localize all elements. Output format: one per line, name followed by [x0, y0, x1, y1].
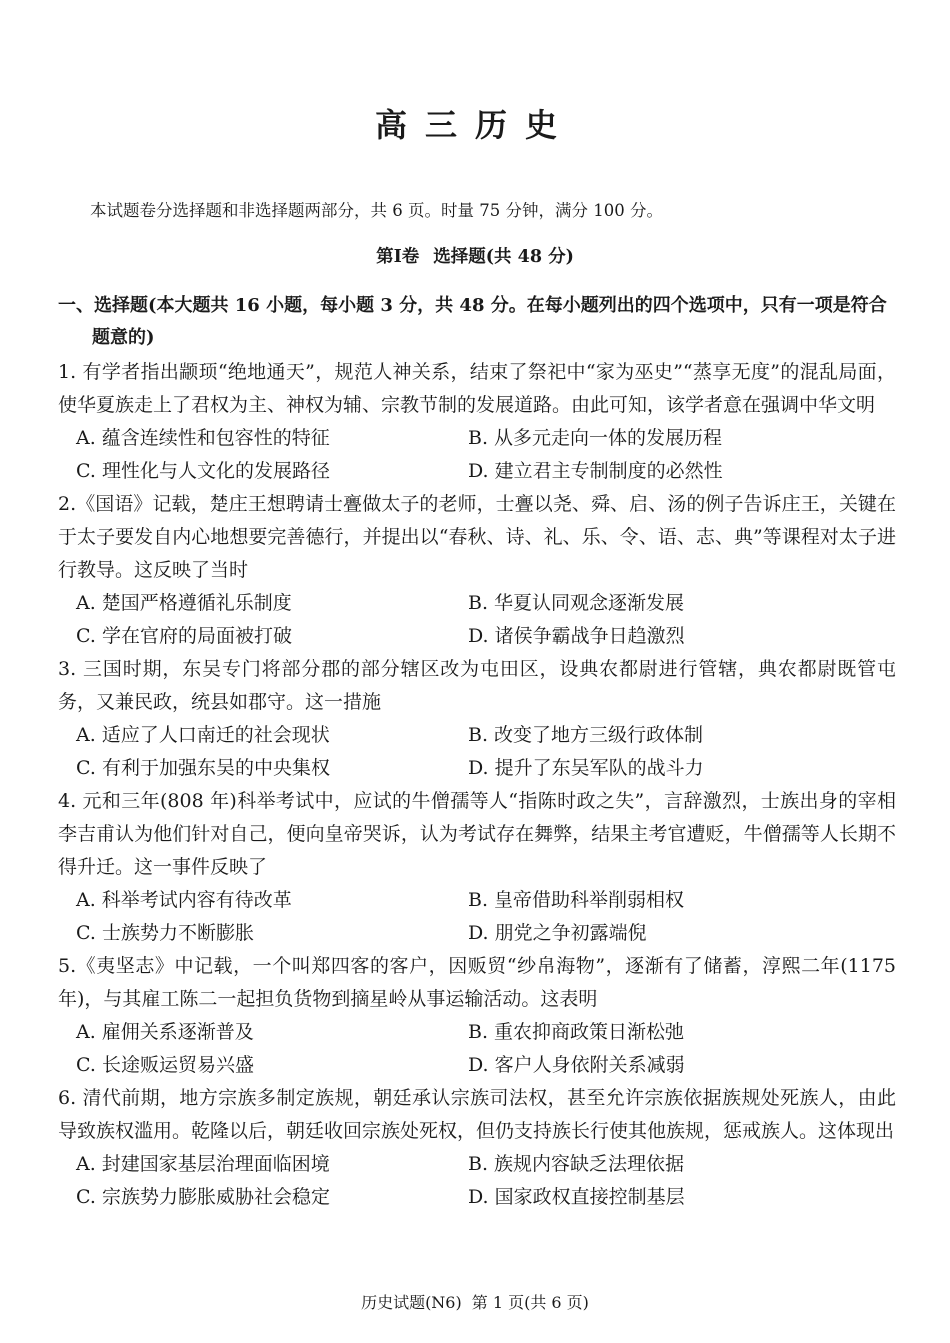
option-b: B. 改变了地方三级行政体制	[468, 724, 704, 746]
question-stem: 1. 有学者指出颛顼“绝地通天”，规范人神关系，结束了祭祀中“家为巫史”“蒸享无度”的混乱局面，使华夏族走上了君权为主、神权为辅、宗教节制的发展道路。由此可知，该学者意在强调中华文明	[58, 361, 896, 416]
option-c: C. 士族势力不断膨胀	[76, 922, 254, 944]
question-stem: 3. 三国时期，东吴专门将部分郡的部分辖区改为屯田区，设典农都尉进行管辖，典农都尉既管屯务，又兼民政，统县如郡守。这一措施	[58, 658, 896, 713]
option-list	[58, 719, 896, 785]
option-d: D. 诸侯争霸战争日趋激烈	[468, 625, 685, 647]
question-4	[58, 785, 896, 950]
option-b: B. 皇帝借助科举削弱相权	[468, 889, 685, 911]
option-a: A. 蕴含连续性和包容性的特征	[76, 427, 330, 449]
option-a: A. 楚国严格遵循礼乐制度	[76, 592, 292, 614]
option-d: D. 客户人身依附关系减弱	[468, 1054, 685, 1076]
page-footer	[0, 1290, 950, 1313]
question-stem: 5.《夷坚志》中记载，一个叫郑四客的客户，因贩贸“纱帛海物”，逐渐有了储蓄，淳熙二年(1175 年)，与其雇工陈二一起担负货物到摘星岭从事运输活动。这表明	[58, 955, 896, 1010]
question-stem: 6. 清代前期，地方宗族多制定族规，朝廷承认宗族司法权，甚至允许宗族依据族规处死族人，由此导致族权滥用。乾隆以后，朝廷收回宗族处死权，但仍支持族长行使其他族规，惩戒族人。这体现出	[58, 1087, 896, 1142]
option-a: A. 封建国家基层治理面临困境	[76, 1153, 330, 1175]
option-list	[58, 587, 896, 653]
option-d: D. 建立君主专制制度的必然性	[468, 460, 723, 482]
option-a: A. 雇佣关系逐渐普及	[76, 1021, 254, 1043]
exam-intro: 本试题卷分选择题和非选择题两部分，共 6 页。时量 75 分钟，满分 100 分。	[90, 201, 663, 220]
section-heading	[58, 290, 896, 354]
question-6	[58, 1082, 896, 1214]
section-heading-line2: 题意的)	[92, 327, 155, 348]
option-d: D. 国家政权直接控制基层	[468, 1186, 685, 1208]
question-stem: 2.《国语》记载，楚庄王想聘请士亹做太子的老师，士亹以尧、舜、启、汤的例子告诉庄王，关键在于太子要发自内心地想要完善德行，并提出以“春秋、诗、礼、乐、令、语、志、典”等课程对太子进行教导。这反映了当时	[58, 493, 896, 581]
option-c: C. 宗族势力膨胀威胁社会稳定	[76, 1186, 330, 1208]
option-b: B. 从多元走向一体的发展历程	[468, 427, 723, 449]
option-a: A. 适应了人口南迁的社会现状	[76, 724, 330, 746]
question-3	[58, 653, 896, 785]
option-c: C. 学在官府的局面被打破	[76, 625, 292, 647]
part-title: 选择题(共 48 分)	[433, 247, 574, 267]
footer-page-number: 第 1 页(共 6 页)	[471, 1293, 589, 1312]
option-a: A. 科举考试内容有待改革	[76, 889, 292, 911]
option-c: C. 有利于加强东吴的中央集权	[76, 757, 330, 779]
question-stem: 4. 元和三年(808 年)科举考试中，应试的牛僧孺等人“指陈时政之失”，言辞激烈，士族出身的宰相李吉甫认为他们针对自己，便向皇帝哭诉，认为考试存在舞弊，结果主考官遭贬，牛僧孺等人长期不得升迁。这一事件反映了	[58, 790, 896, 878]
option-c: C. 理性化与人文化的发展路径	[76, 460, 330, 482]
question-2	[58, 488, 896, 653]
option-b: B. 重农抑商政策日渐松弛	[468, 1021, 685, 1043]
option-b: B. 族规内容缺乏法理依据	[468, 1153, 685, 1175]
option-c: C. 长途贩运贸易兴盛	[76, 1054, 254, 1076]
option-d: D. 提升了东吴军队的战斗力	[468, 757, 704, 779]
option-b: B. 华夏认同观念逐渐发展	[468, 592, 685, 614]
question-1	[58, 356, 896, 488]
option-list	[58, 1016, 896, 1082]
option-list	[58, 1148, 896, 1214]
option-list	[58, 884, 896, 950]
question-list	[58, 356, 896, 1214]
option-list	[58, 422, 896, 488]
option-d: D. 朋党之争初露端倪	[468, 922, 647, 944]
part-name: 第Ⅰ卷	[376, 247, 420, 267]
page-title: 高三历史	[374, 106, 575, 144]
part-heading	[0, 243, 950, 268]
question-5	[58, 950, 896, 1082]
section-heading-line1: 一、选择题(本大题共 16 小题，每小题 3 分，共 48 分。在每小题列出的四个选项中，只有一项是符合	[58, 295, 887, 316]
footer-subject: 历史试题(N6)	[361, 1293, 462, 1312]
